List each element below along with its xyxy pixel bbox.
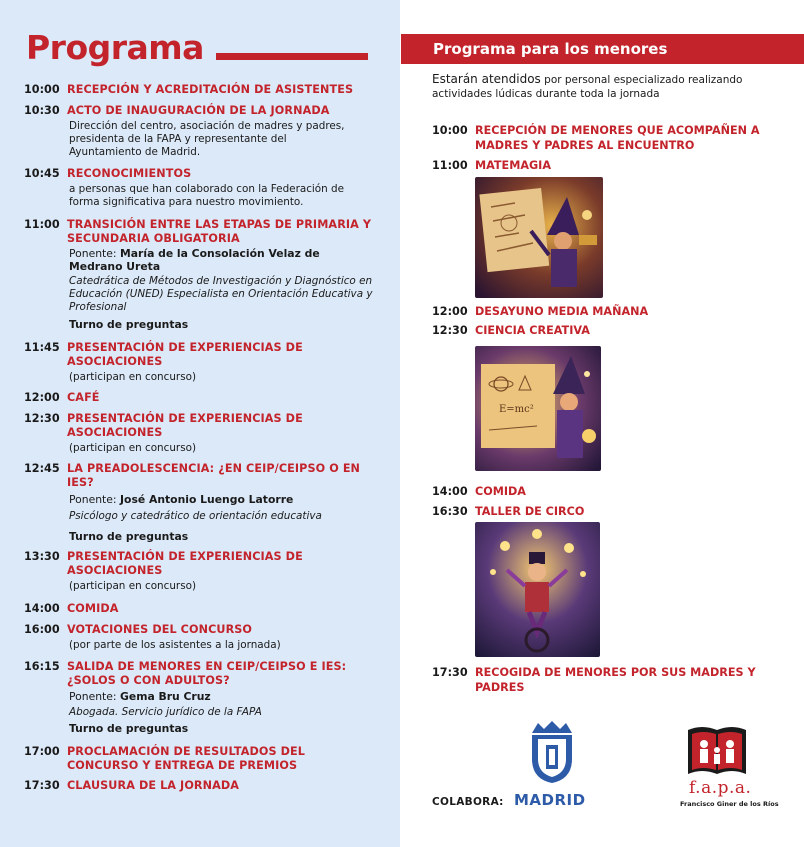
item-title: SALIDA DE MENORES EN CEIP/CEIPSO E IES: ¿SOLOS O CON ADULTOS? bbox=[67, 660, 347, 687]
item-time: 12:30 bbox=[24, 412, 60, 425]
item-speaker bbox=[69, 247, 359, 273]
page-title: Programa bbox=[26, 28, 204, 67]
item-description: (participan en concurso) bbox=[69, 371, 197, 383]
item-title: VOTACIONES DEL CONCURSO bbox=[67, 623, 253, 636]
schedule-item bbox=[24, 391, 374, 405]
ciencia-creativa-illustration bbox=[475, 346, 601, 471]
item-title: RECOGIDA DE MENORES POR SUS MADRES Y PADRES bbox=[475, 666, 756, 694]
speaker-role: Catedrática de Métodos de Investigación y Diagnóstico en Educación (UNED) Especialista en Orientación Educativa y Profesional bbox=[69, 275, 373, 313]
item-title: CAFÉ bbox=[67, 391, 100, 404]
item-time: 12:00 bbox=[432, 305, 468, 318]
minors-schedule-item bbox=[432, 484, 782, 499]
item-description: a personas que han colaborado con la Federación de forma significativa para nuestro movimiento. bbox=[69, 182, 345, 208]
minors-schedule-item bbox=[432, 323, 782, 338]
item-description: (participan en concurso) bbox=[69, 580, 197, 592]
item-time: 13:30 bbox=[24, 550, 60, 563]
item-title: RECONOCIMIENTOS bbox=[67, 167, 192, 180]
item-title: CIENCIA CREATIVA bbox=[475, 324, 590, 337]
item-title: PRESENTACIÓN DE EXPERIENCIAS DE ASOCIACIONES bbox=[67, 341, 303, 368]
item-description: (participan en concurso) bbox=[69, 442, 197, 454]
item-time: 14:00 bbox=[432, 485, 468, 498]
item-time: 12:30 bbox=[432, 324, 468, 337]
item-title: LA PREADOLESCENCIA: ¿EN CEIP/CEIPSO O EN IES? bbox=[67, 462, 361, 489]
item-title: MATEMAGIA bbox=[475, 159, 551, 172]
speaker-label: Ponente: bbox=[69, 247, 121, 260]
item-title: CLAUSURA DE LA JORNADA bbox=[67, 779, 240, 792]
speaker-role: Psicólogo y catedrático de orientación educativa bbox=[69, 510, 322, 522]
item-title: TALLER DE CIRCO bbox=[475, 505, 585, 518]
item-title: RECEPCIÓN DE MENORES QUE ACOMPAÑEN A MADRES Y PADRES AL ENCUENTRO bbox=[475, 124, 760, 152]
item-title: COMIDA bbox=[67, 602, 119, 615]
minors-schedule-item bbox=[432, 304, 782, 319]
fapa-logo-subtitle: Francisco Giner de los Ríos bbox=[680, 800, 779, 808]
schedule-item bbox=[24, 462, 374, 543]
schedule-item bbox=[24, 660, 374, 735]
schedule-item bbox=[24, 779, 374, 793]
item-title: DESAYUNO MEDIA MAÑANA bbox=[475, 305, 649, 318]
item-time: 12:00 bbox=[24, 391, 60, 404]
fapa-logo-text: f.a.p.a. bbox=[689, 778, 752, 798]
item-speaker bbox=[69, 690, 374, 703]
speaker-label: Ponente: bbox=[69, 690, 121, 703]
minors-schedule-item bbox=[432, 665, 782, 695]
item-title: PRESENTACIÓN DE EXPERIENCIAS DE ASOCIACIONES bbox=[67, 550, 303, 577]
madrid-logo-text: MADRID bbox=[514, 791, 586, 809]
minors-intro bbox=[432, 72, 772, 101]
intro-lead: Estarán atendidos bbox=[432, 72, 541, 86]
schedule-item bbox=[24, 83, 374, 97]
item-time: 17:30 bbox=[24, 779, 60, 792]
item-time: 10:00 bbox=[24, 83, 60, 96]
circo-illustration bbox=[475, 522, 600, 657]
item-time: 16:00 bbox=[24, 623, 60, 636]
minors-schedule-item bbox=[432, 123, 782, 153]
minors-schedule-item bbox=[432, 158, 782, 173]
formula-text: E=mc² bbox=[499, 404, 534, 415]
intro-text: por personal especializado realizando actividades lúdicas durante toda la jornada bbox=[432, 74, 743, 100]
item-time: 10:00 bbox=[432, 124, 468, 137]
item-time: 11:45 bbox=[24, 341, 60, 354]
item-title: PROCLAMACIÓN DE RESULTADOS DEL CONCURSO Y ENTREGA DE PREMIOS bbox=[67, 745, 305, 772]
item-title: TRANSICIÓN ENTRE LAS ETAPAS DE PRIMARIA Y SECUNDARIA OBLIGATORIA bbox=[67, 218, 372, 245]
title-underline bbox=[216, 53, 368, 60]
speaker-name: José Antonio Luengo Latorre bbox=[120, 493, 294, 506]
item-time: 10:45 bbox=[24, 167, 60, 180]
minors-schedule-item bbox=[432, 504, 782, 519]
item-description: (por parte de los asistentes a la jornada) bbox=[69, 638, 281, 651]
schedule-item bbox=[24, 167, 374, 209]
questions-label: Turno de preguntas bbox=[69, 530, 189, 543]
item-time: 16:15 bbox=[24, 660, 60, 673]
madrid-logo bbox=[528, 719, 576, 785]
minors-program-banner: Programa para los menores bbox=[401, 34, 804, 64]
schedule-item bbox=[24, 745, 374, 772]
item-title: COMIDA bbox=[475, 485, 526, 498]
schedule-item bbox=[24, 623, 374, 652]
item-time: 12:45 bbox=[24, 462, 60, 475]
questions-label: Turno de preguntas bbox=[69, 722, 189, 735]
item-time: 10:30 bbox=[24, 104, 60, 117]
schedule-item bbox=[24, 550, 374, 593]
item-title: PRESENTACIÓN DE EXPERIENCIAS DE ASOCIACIONES bbox=[67, 412, 303, 439]
schedule-item bbox=[24, 104, 374, 159]
speaker-label: Ponente: bbox=[69, 493, 121, 506]
speaker-role: Abogada. Servicio jurídico de la FAPA bbox=[69, 706, 262, 718]
item-time: 16:30 bbox=[432, 505, 468, 518]
item-time: 11:00 bbox=[24, 218, 60, 231]
item-time: 11:00 bbox=[432, 159, 468, 172]
item-time: 17:30 bbox=[432, 666, 468, 679]
schedule-item bbox=[24, 341, 374, 384]
schedule-item bbox=[24, 218, 374, 331]
collaborator-label: COLABORA: bbox=[432, 796, 504, 808]
matemagia-illustration bbox=[475, 177, 603, 298]
item-time: 17:00 bbox=[24, 745, 60, 758]
schedule-item bbox=[24, 602, 374, 616]
item-description: Dirección del centro, asociación de madres y padres, presidenta de la FAPA y representante del Ayuntamiento de Madrid. bbox=[69, 119, 345, 158]
fapa-logo bbox=[686, 722, 748, 776]
item-speaker bbox=[69, 493, 374, 506]
speaker-name: María de la Consolación Velaz de Medrano Ureta bbox=[69, 247, 320, 273]
item-time: 14:00 bbox=[24, 602, 60, 615]
questions-label: Turno de preguntas bbox=[69, 318, 189, 331]
speaker-name: Gema Bru Cruz bbox=[120, 690, 211, 703]
item-title: RECEPCIÓN Y ACREDITACIÓN DE ASISTENTES bbox=[67, 83, 354, 96]
schedule-item bbox=[24, 412, 374, 455]
item-title: ACTO DE INAUGURACIÓN DE LA JORNADA bbox=[67, 104, 330, 117]
